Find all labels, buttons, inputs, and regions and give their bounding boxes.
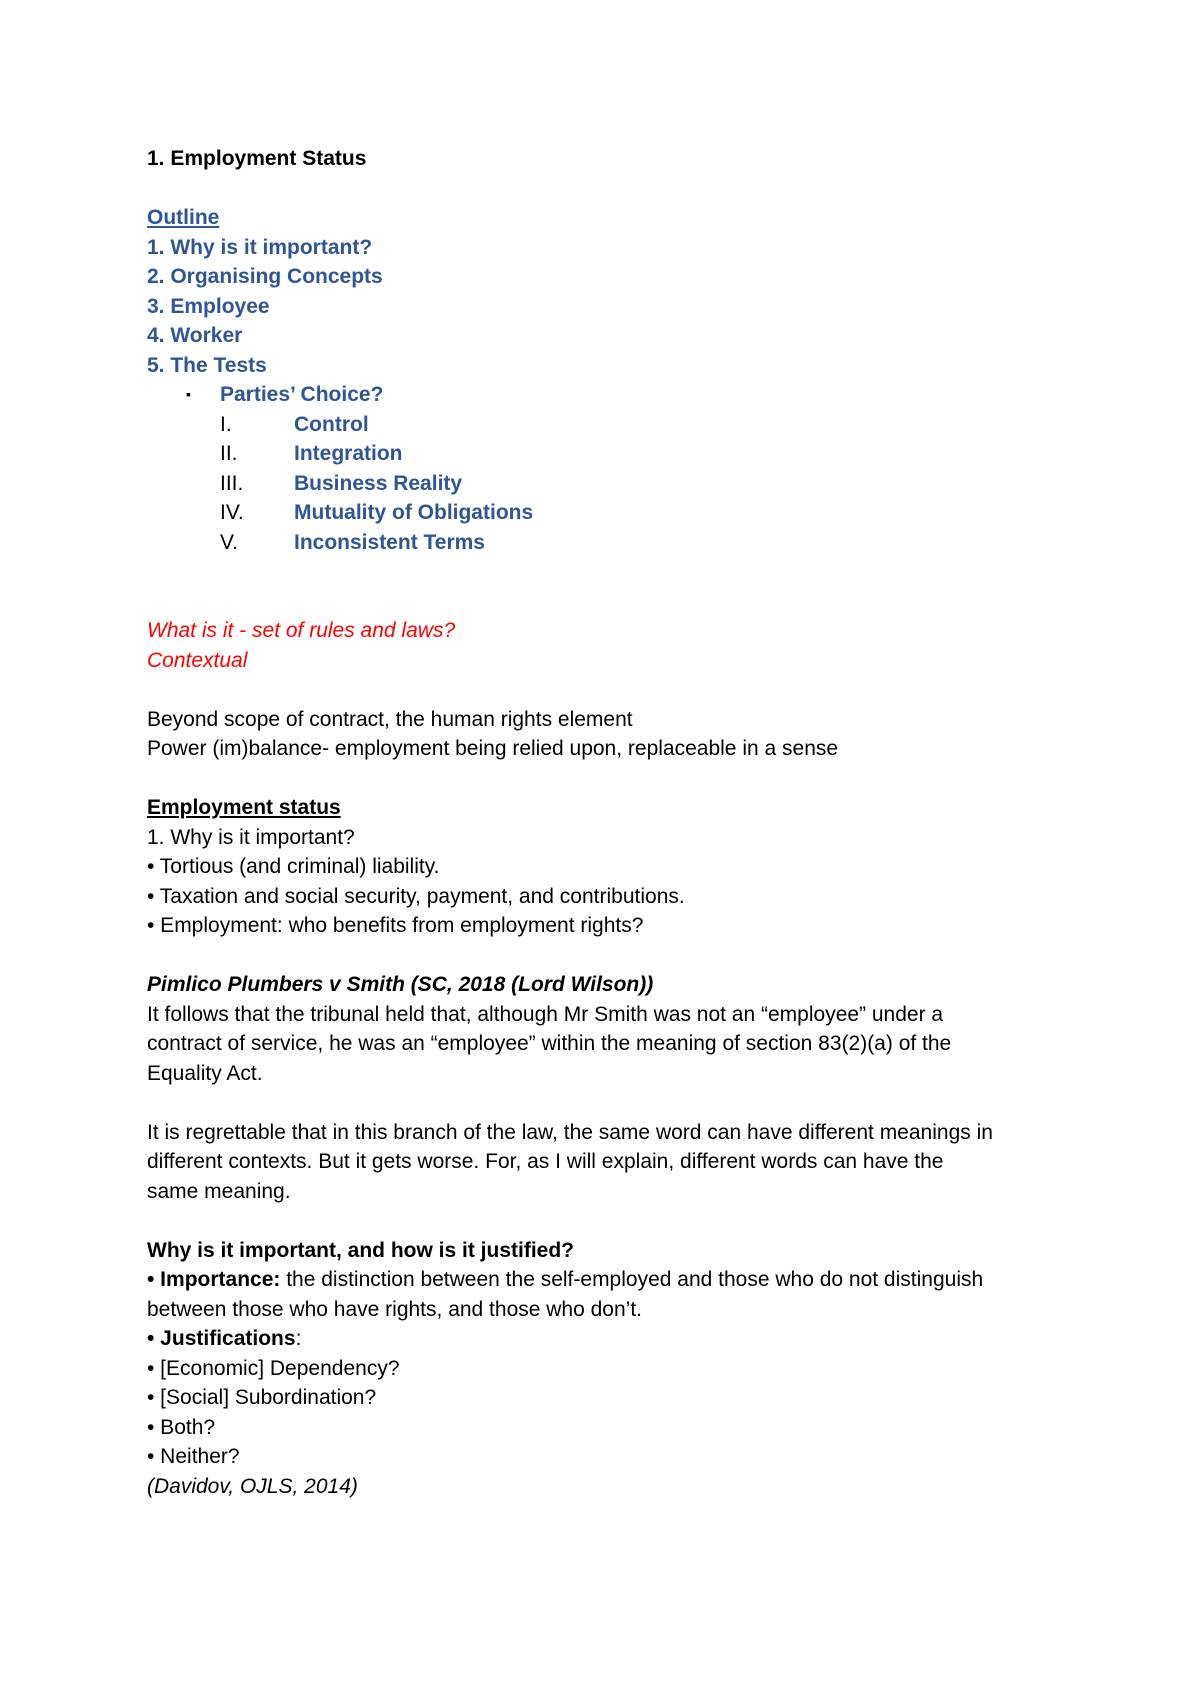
outline-item: 1. Why is it important?: [147, 235, 373, 259]
outline-item: 5. The Tests: [147, 353, 267, 377]
roman-item-label: Inconsistent Terms: [294, 530, 485, 554]
roman-item-label: Business Reality: [294, 471, 463, 495]
outline-roman-item: [147, 498, 1077, 528]
outline-roman-item: [147, 410, 1077, 440]
justifications-label: • Justifications: [147, 1327, 296, 1350]
section-question: 1. Why is it important?: [147, 825, 355, 849]
case-paragraph-line: different contexts. But it gets worse. For, as I will explain, different words can have the: [147, 1150, 944, 1173]
square-bullet-icon: ▪: [186, 386, 191, 402]
justifications-colon: :: [295, 1327, 302, 1350]
red-note: Contextual: [147, 648, 248, 672]
section-heading: Why is it important, and how is it justified?: [147, 1238, 575, 1262]
case-paragraph-line: It is regrettable that in this branch of the law, the same word can have different meanings in: [147, 1120, 993, 1144]
roman-numeral: II.: [220, 442, 238, 465]
outline-heading: Outline: [147, 206, 220, 229]
outline-sub-bullet-label: Parties’ Choice?: [220, 383, 384, 406]
outline-item: 3. Employee: [147, 294, 270, 318]
case-paragraph-line: Equality Act.: [147, 1061, 263, 1085]
reference: (Davidov, OJLS, 2014): [147, 1474, 358, 1498]
bullet-item: • Both?: [147, 1415, 216, 1439]
bullet-item: • Taxation and social security, payment, and contributions.: [147, 884, 685, 908]
roman-numeral: III.: [220, 471, 244, 495]
outline-item: 4. Worker: [147, 324, 243, 347]
importance-text: the distinction between the self-employed and those who do not distinguish: [280, 1268, 984, 1291]
note-line: Power (im)balance- employment being relied upon, replaceable in a sense: [147, 737, 839, 760]
importance-text-continued: between those who have rights, and those who don’t.: [147, 1297, 642, 1321]
case-paragraph-line: contract of service, he was an “employee” within the meaning of section 83(2)(a) of the: [147, 1032, 952, 1055]
red-note: What is it - set of rules and laws?: [147, 619, 456, 642]
bullet-item: • Neither?: [147, 1445, 240, 1468]
roman-item-label: Control: [294, 412, 369, 436]
outline-roman-item: [147, 439, 1077, 469]
roman-numeral: IV.: [220, 501, 244, 524]
bullet-item: • Employment: who benefits from employment rights?: [147, 914, 644, 937]
bullet-item: • Tortious (and criminal) liability.: [147, 855, 440, 878]
outline-roman-item: [147, 469, 1077, 499]
roman-item-label: Mutuality of Obligations: [294, 501, 534, 524]
outline-sub-bullet: [147, 380, 1077, 410]
bullet-item: • [Social] Subordination?: [147, 1386, 377, 1409]
section-heading: Employment status: [147, 796, 341, 819]
outline-roman-item: [147, 528, 1077, 558]
bullet-item: • [Economic] Dependency?: [147, 1356, 400, 1380]
case-citation: Pimlico Plumbers v Smith (SC, 2018 (Lord Wilson)): [147, 973, 654, 996]
note-line: Beyond scope of contract, the human rights element: [147, 707, 633, 731]
importance-label: • Importance:: [147, 1268, 281, 1291]
case-paragraph-line: same meaning.: [147, 1179, 291, 1203]
outline-item: 2. Organising Concepts: [147, 265, 383, 288]
case-paragraph-line: It follows that the tribunal held that, although Mr Smith was not an “employee” under a: [147, 1002, 944, 1026]
page-title: 1. Employment Status: [147, 147, 367, 170]
roman-numeral: V.: [220, 530, 238, 554]
roman-numeral: I.: [220, 412, 232, 436]
document-body: [147, 144, 1077, 1501]
roman-item-label: Integration: [294, 442, 403, 465]
justifications-line: [147, 1324, 1077, 1354]
importance-line: [147, 1265, 1077, 1295]
